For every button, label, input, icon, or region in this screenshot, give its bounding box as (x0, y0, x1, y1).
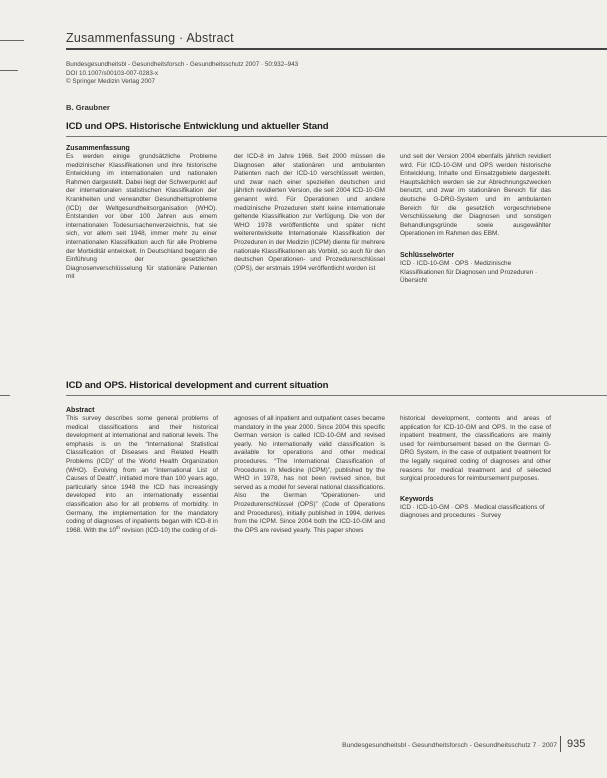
english-abstract-heading: Abstract (66, 407, 95, 414)
english-keywords-heading: Keywords (400, 495, 434, 503)
german-keywords: ICD · ICD-10-GM · OPS · Medizinische Klassifikationen für Diagnosen und Prozeduren · Übersicht (400, 259, 538, 285)
german-abstract-heading: Zusammenfassung (66, 145, 130, 152)
german-abstract-text-3: und seit der Version 2004 ebenfalls jährlich revidiert wird. Für ICD-10-GM und OPS werden historische Entwicklung, Inhalte und Einsatzgebiete dargestellt. Hauptsächlich werden sie zur Abrechnungszwecken benutzt, und zwar im stationären Bereich für das deutsche G-DRG-System und im ambulanten Bereich für die gesetzlich vorgeschriebene Verschlüsselung der Diagnosen und sonstigen Behandlungsgründe sowie ausgewählter Operationen im Rahmen des EBM. (400, 153, 551, 238)
english-abstract-text-3: historical development, contents and areas of application for ICD-10-GM and OPS. In the case of inpatient treatment, the classifications are mainly used for reimbursement based on the German G-DRG System, in the case of outpatient treatment for the legally required coding of diagnoses and other reasons for medical treatment and of selected surgical procedures for reimbursement purposes. (400, 415, 551, 483)
doi: DOI 10.1007/s00103-007-0283-x (66, 69, 159, 77)
journal-citation: Bundesgesundheitsbl - Gesundheitsforsch - Gesundheitsschutz 2007 · 50:932–943 (66, 61, 299, 68)
header-rule (66, 48, 607, 50)
english-title-rule (66, 395, 607, 396)
german-column-3 (400, 153, 551, 286)
section-title: Zusammenfassung · Abstract (66, 31, 234, 45)
english-column-1 (66, 406, 218, 535)
german-keywords-heading: Schlüsselwörter (400, 251, 455, 259)
german-column-2: der ICD-8 im Jahre 1968. Seit 2000 müssen die Diagnosen aller stationären und ambulanten Patienten nach der ICD-10 verschlüsselt werden, und zwar nach einer speziellen deutschen und jährlich revidierten Version, die seit 2004 ICD-10-GM genannt wird. Für Operationen und andere medizinische Prozeduren steht keine internationale geltende Klassifikation zur Verfügung. Die von der WHO 1978 veröffentlichte und später nicht weiterentwickelte Internationale Klassifikation der Prozeduren in der Medizin (ICPM) diente für mehrere nationale Klassifikationen als Vorbild, so auch für den deutschen Operationen- und Prozedurenschlüssel (OPS), der erstmals 1994 veröffentlicht worden ist (234, 153, 385, 272)
english-article-title: ICD and OPS. Historical development and current situation (66, 380, 329, 391)
margin-mark-upper (0, 70, 18, 71)
author: B. Graubner (66, 103, 110, 112)
english-abstract-text-1b: revision (ICD-10) the coding of di- (119, 526, 218, 534)
page-number: 935 (567, 738, 586, 750)
english-column-2: agnoses of all inpatient and outpatient cases became mandatory in the year 2000. Since 2004 this specific German version is called ICD-10-GM and revised yearly. No internationally valid classification is available for operations and other medical procedures. “The International Classification of Procedures in Medicine (ICPM)”, published by the WHO in 1978, has not been revised since, but served as a model for several national classifications. Also the German “Operationen- und Prozedurenschlüssel (OPS)” (Code of Operations and Procedures), initially published in 1994, derives from the ICPM. Since 2004 both the ICD-10-GM and the OPS are revised yearly. This paper shows (234, 415, 385, 534)
english-abstract-text-1 (66, 415, 218, 535)
margin-mark-top (0, 40, 24, 41)
german-abstract-text-1: Es werden einige grundsätzliche Probleme medizinischer Klassifikationen und ihre historische Entwicklung im internationalen und nationalen Rahmen dargestellt. Dabei liegt der Schwerpunkt auf der internationalen statistischen Klassifikation der Krankheiten und verwandter Gesundheitsprobleme (ICD) der Weltgesundheitsorganisation (WHO). Entstanden vor über 100 Jahren aus einem internationalen Todesursachenverzeichnis, hat sie sich, vor allem seit 1948, immer mehr zu einer internationalen Klassifikation auch für alle Probleme der Morbidität entwickelt. In Deutschland begann die Einführung der gesetzlichen Diagnosenverschlüsselung für stationäre Patienten mit (66, 153, 217, 281)
copyright: © Springer Medizin Verlag 2007 (66, 78, 155, 86)
english-keywords: ICD · ICD-10-GM · OPS · Medical classifications of diagnoses and procedures · Survey (400, 503, 545, 520)
english-abstract-text-1a: This survey describes some general problems of medical classifications and their historical development at international and national levels. The emphasis is on the “International Statistical Classification of Diseases and Related Health Problems (ICD)” of the World Health Organization (WHO). Evolving from an “International List of Causes of Death”, initiated more than 100 years ago, particularly since 1948 the ICD has increasingly developed into an internationally essential classification also for all problems of morbidity. In Germany, the implementation for the mandatory coding of diagnoses of inpatients began with ICD-8 in 1968. With the 10 (66, 415, 218, 534)
english-column-3 (400, 415, 551, 521)
footer-journal: Bundesgesundheitsbl - Gesundheitsforsch - Gesundheitsschutz 7 · 2007 (342, 742, 557, 749)
german-article-title: ICD und OPS. Historische Entwicklung und aktueller Stand (66, 121, 329, 132)
article-metadata (66, 61, 366, 87)
margin-mark-middle (0, 395, 10, 396)
superscript-th: th (116, 524, 120, 530)
german-title-rule (66, 136, 607, 137)
footer-divider (560, 736, 561, 752)
german-column-1 (66, 144, 217, 282)
